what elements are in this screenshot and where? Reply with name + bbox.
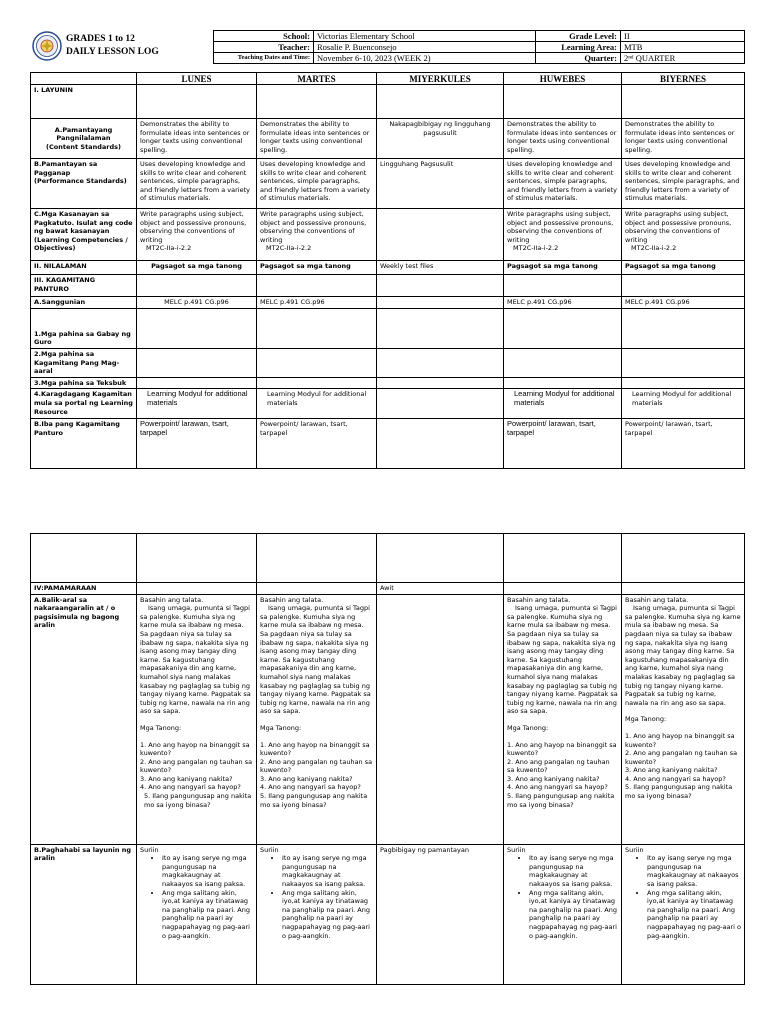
paghahabi-cell [504, 844, 622, 984]
balik-aral-cell [137, 594, 257, 844]
sanggunian-text: MELC p.491 CG.p96 [257, 297, 377, 309]
question-4: 4. Ano ang nangyari sa hayop? [625, 774, 726, 783]
bullet-item: • Ito ay isang serye ng mga pangungusap na magkakaugnay at nakaayos sa isang paksa. [282, 854, 373, 888]
question-3: 3. Ano ang kaniyang nakita? [625, 766, 718, 775]
bullet-item: • Ang mga salitang akin, iyo,at kaniya ay tinatawag na panghalip na paari. Ang panghalip na paari ay nagpapahayag ng pag-aari o pag-aangkin. [282, 889, 373, 941]
row-label-teksbuk: 3.Mga pahina sa Teksbuk [31, 377, 137, 389]
day-header: BIYERNES [622, 73, 745, 85]
teacher-label: Teacher: [214, 42, 314, 53]
suriin-label: Suriin [507, 845, 526, 854]
competency-code: MT2C-IIa-i-2.2 [631, 244, 677, 253]
quarter-label: Quarter: [536, 53, 621, 64]
competency-code: MT2C-IIa-i-2.2 [513, 244, 559, 253]
bullet-item: • Ito ay isang serye ng mga pangungusap na magkakaugnay at nakaayos sa isang paksa. [647, 854, 741, 888]
content-standard-text: Demonstrates the ability to formulate ideas into sentences or longer texts using conventional spelling. [137, 119, 257, 159]
row-label-kagamitan: III. KAGAMITANG PANTURO [31, 275, 137, 297]
content-standard-text: Demonstrates the ability to formulate ideas into sentences or longer texts using conventional spelling. [257, 119, 377, 159]
question-2: 2. Ano ang pangalan ng tauhan sa kuwento? [625, 749, 738, 766]
info-table [213, 30, 745, 64]
nilalaman-text: Pagsagot sa mga tanong [257, 261, 377, 275]
competency-code: MT2C-IIa-i-2.2 [266, 244, 312, 253]
question-1: 1. Ano ang hayop na binanggit sa kuwento? [625, 731, 735, 749]
area-label: Learning Area: [536, 42, 621, 53]
row-label-content-standards: A.Pamantayang Pangnilalaman (Content Standards) [31, 119, 137, 159]
competencies-text: Write paragraphs using subject, object and possessive pronouns, observing the conventions of writing [507, 210, 614, 244]
basahin-text: Basahin ang talata. [140, 595, 204, 604]
basahin-text: Basahin ang talata. [625, 595, 689, 604]
balik-aral-cell [622, 594, 745, 844]
nilalaman-text: Pagsagot sa mga tanong [504, 261, 622, 275]
performance-text: Uses developing knowledge and skills to write clear and coherent sentences, simple paragraphs, and friendly letters from a variety of stimulus materials. [257, 159, 377, 209]
bullet-item: • Ang mga salitang akin, iyo,at kaniya ay tinatawag na panghalip na paari. Ang panghalip na paari ay nagpapahayag ng pag-aari o pag-aangkin. [529, 889, 618, 941]
day-header: LUNES [137, 73, 257, 85]
iba-pa-text: Powerpoint/ larawan, tsart, tarpapel [137, 419, 257, 469]
row-label-pamamaraan: IV:PAMAMARAAN [31, 583, 137, 595]
performance-text: Uses developing knowledge and skills to write clear and coherent sentences, simple paragraphs, and friendly letters from a variety of stimulus materials. [622, 159, 745, 209]
nilalaman-wed: Weekly test files [377, 261, 504, 275]
mga-tanong-label: Mga Tanong: [625, 715, 667, 724]
paghahabi-wed: Pagbibigay ng pamantayan [377, 844, 504, 984]
nilalaman-text: Pagsagot sa mga tanong [622, 261, 745, 275]
row-label-karagdagang: 4.Karagdagang Kagamitan mula sa portal ng Learning Resource [31, 389, 137, 419]
question-5: 5. Ilang pangungusap ang nakita mo sa iyong binasa? [507, 792, 615, 809]
bullet-item: • Ang mga salitang akin, iyo,at kaniya ay tinatawag na panghalip na paari. Ang panghalip na paari ay nagpapahayag ng pag-aari o pag-aangkin. [162, 889, 253, 941]
sanggunian-text: MELC p.491 CG.p96 [504, 297, 622, 309]
basahin-text: Basahin ang talata. [260, 595, 324, 604]
performance-text: Uses developing knowledge and skills to write clear and coherent sentences, simple paragraphs, and friendly letters from a variety of stimulus materials. [504, 159, 622, 209]
suriin-label: Suriin [260, 845, 279, 854]
dates-label: Teaching Dates and Time: [214, 53, 314, 64]
nilalaman-text: Pagsagot sa mga tanong [137, 261, 257, 275]
paghahabi-cell [622, 844, 745, 984]
title-grades: GRADES 1 to 12 [66, 34, 135, 44]
competencies-text: Write paragraphs using subject, object and possessive pronouns, observing the conventions of writing [140, 210, 247, 244]
iba-pa-text: Powerpoint/ larawan, tsart, tarpapel [622, 419, 745, 469]
competencies-text: Write paragraphs using subject, object and possessive pronouns, observing the conventions of writing [260, 210, 367, 244]
day-header: HUWEBES [504, 73, 622, 85]
karagdagang-text: Learning Modyul for additional materials [622, 389, 745, 419]
row-label-nilalaman: II. NILALAMAN [31, 261, 137, 275]
lesson-table-2 [30, 533, 745, 985]
title-dll: DAILY LESSON LOG [66, 47, 159, 57]
question-5: 5. Ilang pangungusap ang nakita mo sa iyong binasa? [260, 792, 368, 809]
kuwento-text: Isang umaga, pumunta si Tagpi sa palengke. Kumuha siya ng karne mula sa ibabaw ng mesa. Sa pagdaan niya sa tulay sa ibabaw ng sapa, nakakita siya ng isang asong may tangay ding karne. Sa kagustuhang mapasakaniya din ang karne, kumahol siya nang malakas kasabay ng paglaglag sa tubig ng tangay niyang karne. Pagpatak sa tubig ng karne, nawala na rin ang aso sa sapa. [625, 604, 741, 707]
balik-aral-cell [257, 594, 377, 844]
quarter-value: 2ⁿᵈ QUARTER [621, 53, 745, 64]
row-label-competencies: C.Mga Kasanayan sa Pagkatuto. Isulat ang code ng bawat kasanayan (Learning Competencies / Objectives) [31, 209, 137, 261]
competency-code: MT2C-IIa-i-2.2 [146, 244, 192, 253]
kuwento-text: Isang umaga, pumunta si Tagpi sa palengke. Kumuha siya ng karne mula sa ibabaw ng mesa. Sa pagdaan niya sa tulay sa ibabaw ng sapa, nakakita siya ng isang asong may tangay ding karne. Sa kagustuhang mapasakaniya din ang karne, kumahol siya nang malakas kasabay ng paglaglag sa tubig ng tangay niyang karne. Pagpatak sa tubig ng karne, nawala na rin ang aso sa sapa. [140, 604, 251, 716]
teacher-value: Rosalie P. Buenconsejo [314, 42, 536, 53]
day-header: MARTES [257, 73, 377, 85]
paghahabi-cell [257, 844, 377, 984]
sanggunian-text: MELC p.491 CG.p96 [137, 297, 257, 309]
mga-tanong-label: Mga Tanong: [260, 723, 302, 732]
question-3: 3. Ano ang kaniyang nakita? [260, 774, 353, 783]
row-label-sanggunian: A.Sanggunian [31, 297, 137, 309]
question-4: 4. Ano ang nangyari sa hayop? [507, 783, 608, 792]
iba-pa-text: Powerpoint/ larawan, tsart, tarpapel [504, 419, 622, 469]
bullet-item: • Ito ay isang serye ng mga pangungusap na magkakaugnay at nakaayos sa isang paksa. [529, 854, 618, 888]
school-value: Victorias Elementary School [314, 31, 536, 42]
question-4: 4. Ano ang nangyari sa hayop? [260, 783, 361, 792]
row-label-layunin: I. LAYUNIN [31, 85, 137, 119]
question-1: 1. Ano ang hayop na binanggit sa kuwento? [260, 740, 370, 758]
question-3: 3. Ano ang kaniyang nakita? [507, 774, 600, 783]
question-4: 4. Ano ang nangyari sa hayop? [140, 783, 241, 792]
corner-cell [31, 73, 137, 85]
question-5: 5. Ilang pangungusap ang nakita mo sa iyong binasa? [625, 783, 733, 801]
suriin-label: Suriin [625, 845, 644, 854]
karagdagang-text: Learning Modyul for additional materials [504, 389, 622, 419]
row-label-gabay: 1.Mga pahina sa Gabay ng Guro [31, 309, 137, 349]
sanggunian-text: MELC p.491 CG.p96 [622, 297, 745, 309]
basahin-text: Basahin ang talata. [507, 595, 571, 604]
iba-pa-text: Powerpoint/ larawan, tsart, tarpapel [257, 419, 377, 469]
question-2: 2. Ano ang pangalan ng tauhan sa kuwento? [140, 757, 253, 775]
performance-text: Uses developing knowledge and skills to write clear and coherent sentences, simple paragraphs, and friendly letters from a variety of stimulus materials. [137, 159, 257, 209]
mga-tanong-label: Mga Tanong: [507, 723, 549, 732]
school-label: School: [214, 31, 314, 42]
grade-label: Grade Level: [536, 31, 621, 42]
karagdagang-text: Learning Modyul for additional materials [137, 389, 257, 419]
deped-seal-icon [32, 31, 62, 61]
dates-value: November 6-10, 2023 (WEEK 2) [314, 53, 536, 64]
day-header: MIYERKULES [377, 73, 504, 85]
content-standard-text: Demonstrates the ability to formulate ideas into sentences or longer texts using conventional spelling. [622, 119, 745, 159]
row-label-performance: B.Pamantayan sa Pagganap (Performance Standards) [31, 159, 137, 209]
grade-value: II [621, 31, 745, 42]
karagdagang-text: Learning Modyul for additional materials [257, 389, 377, 419]
pamamaraan-wed: Awit [377, 583, 504, 595]
question-3: 3. Ano ang kaniyang nakita? [140, 774, 233, 783]
bullet-item: • Ang mga salitang akin, iyo,at kaniya ay tinatawag na panghalip na paari. Ang panghalip na paari ay nagpapahayag ng pag-aari o pag-aangkin. [647, 889, 741, 941]
balik-aral-cell [504, 594, 622, 844]
mga-tanong-label: Mga Tanong: [140, 723, 182, 732]
competencies-text: Write paragraphs using subject, object and possessive pronouns, observing the conventions of writing [625, 210, 732, 244]
content-standard-text: Demonstrates the ability to formulate ideas into sentences or longer texts using conventional spelling. [504, 119, 622, 159]
question-2: 2. Ano ang pangalan ng tauhan sa kuwento? [507, 757, 610, 775]
paghahabi-cell [137, 844, 257, 984]
area-value: MTB [621, 42, 745, 53]
content-standard-wed: Nakapagbibigay ng lingguhang pagsusulit [377, 119, 504, 159]
row-label-iba-pa: B.Iba pang Kagamitang Panturo [31, 419, 137, 469]
suriin-label: Suriin [140, 845, 159, 854]
row-label-balik-aral: A.Balik-aral sa nakaraangaralin at / o pagsisimula ng bagong aralin [31, 594, 137, 844]
question-1: 1. Ano ang hayop na binanggit sa kuwento? [507, 740, 617, 758]
bullet-item: • Ito ay isang serye ng mga pangungusap na magkakaugnay at nakaayos sa isang paksa. [162, 854, 253, 888]
lesson-table-1 [30, 72, 745, 469]
row-label-kagamitan-mag-aaral: 2.Mga pahina sa Kagamitang Pang Mag-aaral [31, 349, 137, 378]
kuwento-text: Isang umaga, pumunta si Tagpi sa palengke. Kumuha siya ng karne mula sa ibabaw ng mesa. Sa pagdaan niya sa tulay sa ibabaw ng sapa, nakakita siya ng isang asong may tangay ding karne. Sa kagustuhang mapasakaniya din ang karne, kumahol siya nang malakas kasabay ng paglaglag sa tubig ng tangay niyang karne. Pagpatak sa tubig ng karne, nawala na rin ang aso sa sapa. [507, 604, 618, 716]
performance-wed: Lingguhang Pagsusulit [377, 159, 504, 209]
question-1: 1. Ano ang hayop na binanggit sa kuwento? [140, 740, 250, 758]
question-2: 2. Ano ang pangalan ng tauhan sa kuwento? [260, 757, 373, 775]
kuwento-text: Isang umaga, pumunta si Tagpi sa palengke. Kumuha siya ng karne mula sa ibabaw ng mesa. Sa pagdaan niya sa tulay sa ibabaw ng sapa, nakakita siya ng isang asong may tangay ding karne. Sa kagustuhang mapasakaniya din ang karne, kumahol siya nang malakas kasabay ng paglaglag sa tubig ng tangay niyang karne. Pagpatak sa tubig ng karne, nawala na rin ang aso sa sapa. [260, 604, 371, 716]
question-5: 5. Ilang pangungusap ang nakita mo sa iyong binasa? [144, 792, 252, 809]
row-label-paghahabi: B.Paghahabi sa layunin ng aralin [31, 844, 137, 984]
